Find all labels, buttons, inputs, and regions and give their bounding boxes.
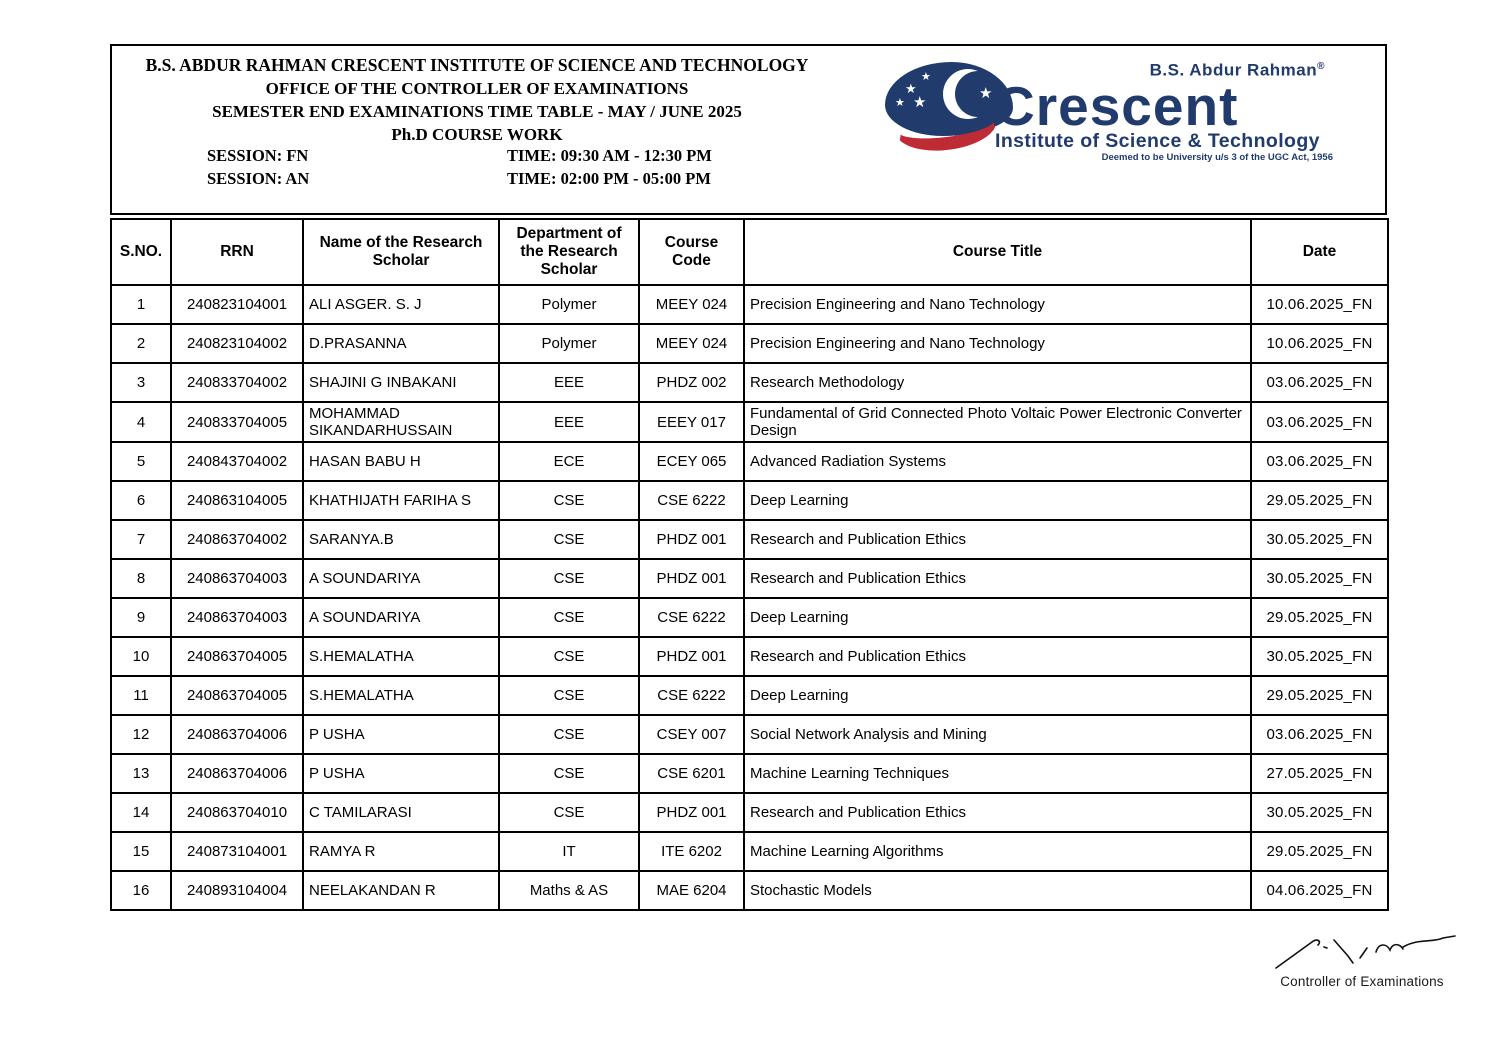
cell-code: MAE 6204	[639, 871, 744, 910]
cell-sno: 9	[111, 598, 171, 637]
cell-title: Research and Publication Ethics	[744, 559, 1251, 598]
cell-rrn: 240843704002	[171, 442, 303, 481]
crescent-logo	[883, 58, 1333, 168]
cell-name: NEELAKANDAN R	[303, 871, 499, 910]
cell-name: P USHA	[303, 715, 499, 754]
cell-title: Research and Publication Ethics	[744, 793, 1251, 832]
cell-sno: 6	[111, 481, 171, 520]
cell-date: 29.05.2025_FN	[1251, 832, 1388, 871]
table-row	[111, 520, 1388, 559]
cell-date: 10.06.2025_FN	[1251, 285, 1388, 324]
cell-sno: 3	[111, 363, 171, 402]
cell-date: 03.06.2025_FN	[1251, 442, 1388, 481]
cell-dept: CSE	[499, 676, 639, 715]
table-row	[111, 871, 1388, 910]
logo-tagline: Deemed to be University u/s 3 of the UGC Act, 1956	[1101, 151, 1333, 163]
cell-date: 30.05.2025_FN	[1251, 793, 1388, 832]
cell-name: C TAMILARASI	[303, 793, 499, 832]
cell-date: 04.06.2025_FN	[1251, 871, 1388, 910]
cell-date: 30.05.2025_FN	[1251, 637, 1388, 676]
cell-title: Research and Publication Ethics	[744, 637, 1251, 676]
cell-title: Stochastic Models	[744, 871, 1251, 910]
cell-name: ALI ASGER. S. J	[303, 285, 499, 324]
cell-rrn: 240823104002	[171, 324, 303, 363]
cell-code: CSEY 007	[639, 715, 744, 754]
column-header-rrn: RRN	[171, 219, 303, 285]
cell-rrn: 240863704006	[171, 715, 303, 754]
cell-dept: Maths & AS	[499, 871, 639, 910]
document-header-box	[110, 44, 1387, 215]
cell-sno: 13	[111, 754, 171, 793]
table-row	[111, 324, 1388, 363]
table-row	[111, 285, 1388, 324]
cell-rrn: 240863704010	[171, 793, 303, 832]
cell-dept: EEE	[499, 363, 639, 402]
logo-founder-text: B.S. Abdur Rahman	[1149, 60, 1318, 80]
star-icon: ★	[905, 81, 917, 96]
cell-rrn: 240863704003	[171, 598, 303, 637]
table-row	[111, 676, 1388, 715]
table-row	[111, 715, 1388, 754]
column-header-code: Course Code	[639, 219, 744, 285]
cell-date: 27.05.2025_FN	[1251, 754, 1388, 793]
table-row	[111, 832, 1388, 871]
cell-date: 03.06.2025_FN	[1251, 715, 1388, 754]
cell-code: PHDZ 001	[639, 559, 744, 598]
cell-date: 30.05.2025_FN	[1251, 559, 1388, 598]
cell-rrn: 240823104001	[171, 285, 303, 324]
cell-dept: CSE	[499, 559, 639, 598]
cell-code: PHDZ 001	[639, 793, 744, 832]
cell-sno: 15	[111, 832, 171, 871]
column-header-title: Course Title	[744, 219, 1251, 285]
signature-icon	[1272, 930, 1457, 972]
session-fn-label: SESSION: FN	[207, 146, 309, 165]
table-row	[111, 559, 1388, 598]
cell-dept: CSE	[499, 520, 639, 559]
registered-trademark-icon: ®	[1317, 61, 1325, 72]
cell-title: Research Methodology	[744, 363, 1251, 402]
session-fn-time: TIME: 09:30 AM - 12:30 PM	[507, 146, 712, 165]
cell-rrn: 240863704002	[171, 520, 303, 559]
cell-code: ECEY 065	[639, 442, 744, 481]
table-header-row	[111, 219, 1388, 285]
cell-name: KHATHIJATH FARIHA S	[303, 481, 499, 520]
cell-date: 29.05.2025_FN	[1251, 598, 1388, 637]
cell-date: 29.05.2025_FN	[1251, 676, 1388, 715]
office-name: OFFICE OF THE CONTROLLER OF EXAMINATIONS	[265, 79, 689, 98]
cell-sno: 2	[111, 324, 171, 363]
cell-name: MOHAMMAD SIKANDARHUSSAIN	[303, 402, 499, 442]
cell-name: A SOUNDARIYA	[303, 598, 499, 637]
cell-title: Precision Engineering and Nano Technology	[744, 285, 1251, 324]
cell-code: CSE 6222	[639, 598, 744, 637]
cell-rrn: 240863704005	[171, 676, 303, 715]
cell-dept: CSE	[499, 715, 639, 754]
cell-date: 03.06.2025_FN	[1251, 402, 1388, 442]
institute-name: B.S. ABDUR RAHMAN CRESCENT INSTITUTE OF SCIENCE AND TECHNOLOGY	[145, 55, 809, 75]
cell-title: Deep Learning	[744, 598, 1251, 637]
cell-sno: 5	[111, 442, 171, 481]
course-work-title: Ph.D COURSE WORK	[391, 125, 563, 144]
signature-block	[1262, 930, 1462, 989]
cell-dept: CSE	[499, 793, 639, 832]
cell-date: 10.06.2025_FN	[1251, 324, 1388, 363]
cell-date: 29.05.2025_FN	[1251, 481, 1388, 520]
cell-name: S.HEMALATHA	[303, 676, 499, 715]
signatory-title: Controller of Examinations	[1280, 974, 1444, 989]
cell-name: SARANYA.B	[303, 520, 499, 559]
cell-code: PHDZ 001	[639, 637, 744, 676]
table-row	[111, 481, 1388, 520]
cell-date: 30.05.2025_FN	[1251, 520, 1388, 559]
cell-rrn: 240863104005	[171, 481, 303, 520]
cell-code: MEEY 024	[639, 285, 744, 324]
cell-name: D.PRASANNA	[303, 324, 499, 363]
cell-title: Social Network Analysis and Mining	[744, 715, 1251, 754]
cell-code: EEEY 017	[639, 402, 744, 442]
cell-sno: 10	[111, 637, 171, 676]
column-header-dept: Department of the Research Scholar	[499, 219, 639, 285]
logo-wordmark: Crescent	[995, 74, 1239, 137]
cell-code: PHDZ 002	[639, 363, 744, 402]
table-row	[111, 754, 1388, 793]
table-row	[111, 402, 1388, 442]
cell-title: Precision Engineering and Nano Technology	[744, 324, 1251, 363]
cell-name: RAMYA R	[303, 832, 499, 871]
cell-code: MEEY 024	[639, 324, 744, 363]
cell-dept: Polymer	[499, 324, 639, 363]
logo-subtitle: Institute of Science & Technology	[995, 129, 1320, 152]
cell-title: Advanced Radiation Systems	[744, 442, 1251, 481]
cell-name: P USHA	[303, 754, 499, 793]
table-row	[111, 637, 1388, 676]
cell-dept: IT	[499, 832, 639, 871]
cell-name: A SOUNDARIYA	[303, 559, 499, 598]
session-an-line	[112, 169, 842, 192]
column-header-date: Date	[1251, 219, 1388, 285]
document-titles	[112, 54, 842, 192]
cell-title: Machine Learning Algorithms	[744, 832, 1251, 871]
cell-dept: CSE	[499, 637, 639, 676]
table-row	[111, 793, 1388, 832]
cell-title: Deep Learning	[744, 676, 1251, 715]
cell-sno: 1	[111, 285, 171, 324]
cell-name: HASAN BABU H	[303, 442, 499, 481]
cell-sno: 16	[111, 871, 171, 910]
session-fn-line	[112, 146, 842, 169]
cell-sno: 7	[111, 520, 171, 559]
cell-code: CSE 6201	[639, 754, 744, 793]
logo-text-block	[995, 58, 1333, 163]
star-icon: ★	[895, 97, 905, 109]
cell-code: CSE 6222	[639, 676, 744, 715]
cell-code: CSE 6222	[639, 481, 744, 520]
cell-sno: 14	[111, 793, 171, 832]
cell-rrn: 240873104001	[171, 832, 303, 871]
table-row	[111, 442, 1388, 481]
cell-dept: EEE	[499, 402, 639, 442]
star-icon: ★	[979, 85, 993, 102]
table-row	[111, 598, 1388, 637]
cell-sno: 11	[111, 676, 171, 715]
session-an-time: TIME: 02:00 PM - 05:00 PM	[507, 169, 711, 188]
star-icon: ★	[913, 94, 927, 111]
cell-date: 03.06.2025_FN	[1251, 363, 1388, 402]
cell-rrn: 240863704006	[171, 754, 303, 793]
cell-title: Deep Learning	[744, 481, 1251, 520]
cell-title: Fundamental of Grid Connected Photo Voltaic Power Electronic Converter Design	[744, 402, 1251, 442]
cell-title: Machine Learning Techniques	[744, 754, 1251, 793]
cell-name: SHAJINI G INBAKANI	[303, 363, 499, 402]
cell-rrn: 240863704005	[171, 637, 303, 676]
cell-rrn: 240863704003	[171, 559, 303, 598]
cell-rrn: 240833704002	[171, 363, 303, 402]
column-header-name: Name of the Research Scholar	[303, 219, 499, 285]
timetable-title: SEMESTER END EXAMINATIONS TIME TABLE - MAY / JUNE 2025	[212, 102, 742, 121]
exam-timetable	[110, 218, 1389, 911]
cell-dept: Polymer	[499, 285, 639, 324]
cell-sno: 8	[111, 559, 171, 598]
cell-dept: CSE	[499, 481, 639, 520]
star-icon: ★	[921, 71, 931, 83]
cell-title: Research and Publication Ethics	[744, 520, 1251, 559]
cell-code: ITE 6202	[639, 832, 744, 871]
cell-sno: 4	[111, 402, 171, 442]
cell-sno: 12	[111, 715, 171, 754]
cell-rrn: 240893104004	[171, 871, 303, 910]
table-body	[111, 285, 1388, 910]
session-an-label: SESSION: AN	[207, 169, 310, 188]
column-header-sno: S.NO.	[111, 219, 171, 285]
table-row	[111, 363, 1388, 402]
cell-code: PHDZ 001	[639, 520, 744, 559]
cell-name: S.HEMALATHA	[303, 637, 499, 676]
cell-dept: CSE	[499, 754, 639, 793]
cell-rrn: 240833704005	[171, 402, 303, 442]
cell-dept: CSE	[499, 598, 639, 637]
cell-dept: ECE	[499, 442, 639, 481]
